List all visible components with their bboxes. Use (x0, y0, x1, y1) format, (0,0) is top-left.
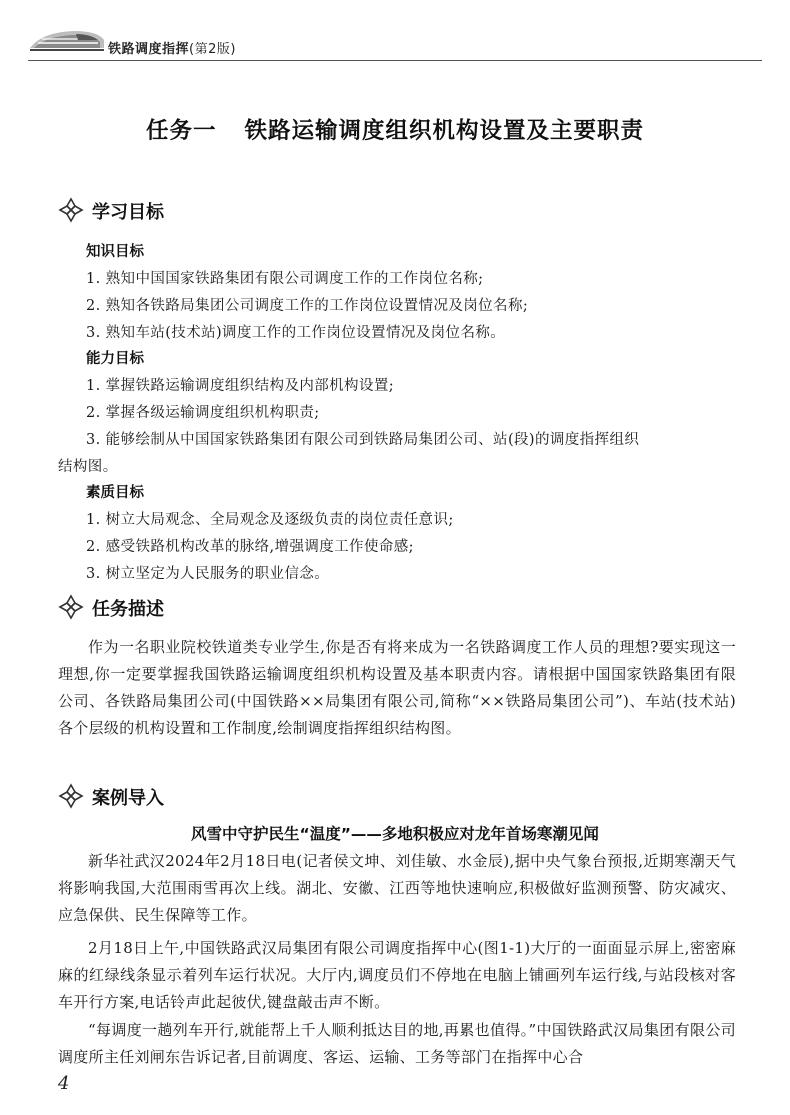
header-divider (28, 60, 762, 61)
book-title-text: 铁路调度指挥 (108, 42, 190, 57)
section-heading: 案例导入 (92, 788, 164, 809)
article-title: 风雪中守护民生“温度”——多地积极应对龙年首场寒潮见闻 (191, 825, 599, 843)
list-item: 2. 熟知各铁路局集团公司调度工作的工作岗位设置情况及岗位名称; (86, 298, 529, 314)
section-heading: 学习目标 (92, 202, 164, 223)
article-paragraph: “每调度一趟列车开行,就能帮上千人顺利抵达目的地,再累也值得。”中国铁路武汉局集团有限公司调度所主任刘闸东告诉记者,目前调度、客运、运输、工务等部门在指挥中心合 (58, 1021, 736, 1066)
task-number: 任务一 (145, 118, 217, 144)
quality-goals-heading: 素质目标 (86, 485, 144, 501)
article-paragraph: 2月18日上午,中国铁路武汉局集团有限公司调度指挥中心(图1-1)大厅的一面面显示屏上,密密麻麻的红绿线条显示着列车运行状况。大厅内,调度员们不停地在电脑上铺画列车运行线,与站段核对客车开行方案,电话铃声此起彼伏,键盘敲击声不断。 (58, 939, 736, 1011)
list-item: 3. 熟知车站(技术站)调度工作的工作岗位设置情况及岗位名称。 (86, 325, 506, 341)
section-heading: 任务描述 (92, 599, 164, 620)
page-header (0, 0, 790, 75)
list-item: 1. 熟知中国国家铁路集团有限公司调度工作的工作岗位名称; (86, 271, 484, 287)
list-item: 1. 掌握铁路运输调度组织结构及内部机构设置; (86, 378, 395, 394)
train-logo-icon (28, 26, 106, 58)
ability-goals-heading: 能力目标 (86, 351, 144, 367)
knot-flower-icon (58, 594, 84, 620)
page-number: 4 (58, 1073, 70, 1094)
list-item: 2. 感受铁路机构改革的脉络,增强调度工作使命感; (86, 539, 414, 555)
knowledge-goals-heading: 知识目标 (86, 244, 144, 260)
list-item: 2. 掌握各级运输调度组织机构职责; (86, 405, 320, 421)
book-edition: (第2版) (189, 42, 236, 57)
task-description-text: 作为一名职业院校铁道类专业学生,你是否有将来成为一名铁路调度工作人员的理想?要实现这一理想,你一定要掌握我国铁路运输调度组织机构设置及基本职责内容。请根据中国国家铁路集团有限公司、各铁路局集团公司(中国铁路××局集团有限公司,简称“××铁路局集团公司”)、车站(技术站)各个层级的机构设置和工作制度,绘制调度指挥组织结构图。 (58, 638, 736, 737)
knot-flower-icon (58, 197, 84, 223)
list-item: 3. 能够绘制从中国国家铁路集团有限公司到铁路局集团公司、站(段)的调度指挥组织 (86, 432, 640, 448)
article-paragraph: 新华社武汉2024年2月18日电(记者侯文坤、刘佳敏、水金辰),据中央气象台预报,近期寒潮天气将影响我国,大范围雨雪再次上线。湖北、安徽、江西等地快速响应,积极做好监测预警、防灾减灾、应急保供、民生保障等工作。 (58, 852, 736, 924)
book-title (108, 38, 236, 57)
list-item: 3. 树立坚定为人民服务的职业信念。 (86, 566, 330, 582)
list-item: 1. 树立大局观念、全局观念及逐级负责的岗位责任意识; (86, 512, 454, 528)
task-title (0, 113, 790, 145)
knot-flower-icon (58, 783, 84, 809)
task-name: 铁路运输调度组织机构设置及主要职责 (244, 118, 645, 144)
list-item-continuation: 结构图。 (58, 459, 118, 475)
